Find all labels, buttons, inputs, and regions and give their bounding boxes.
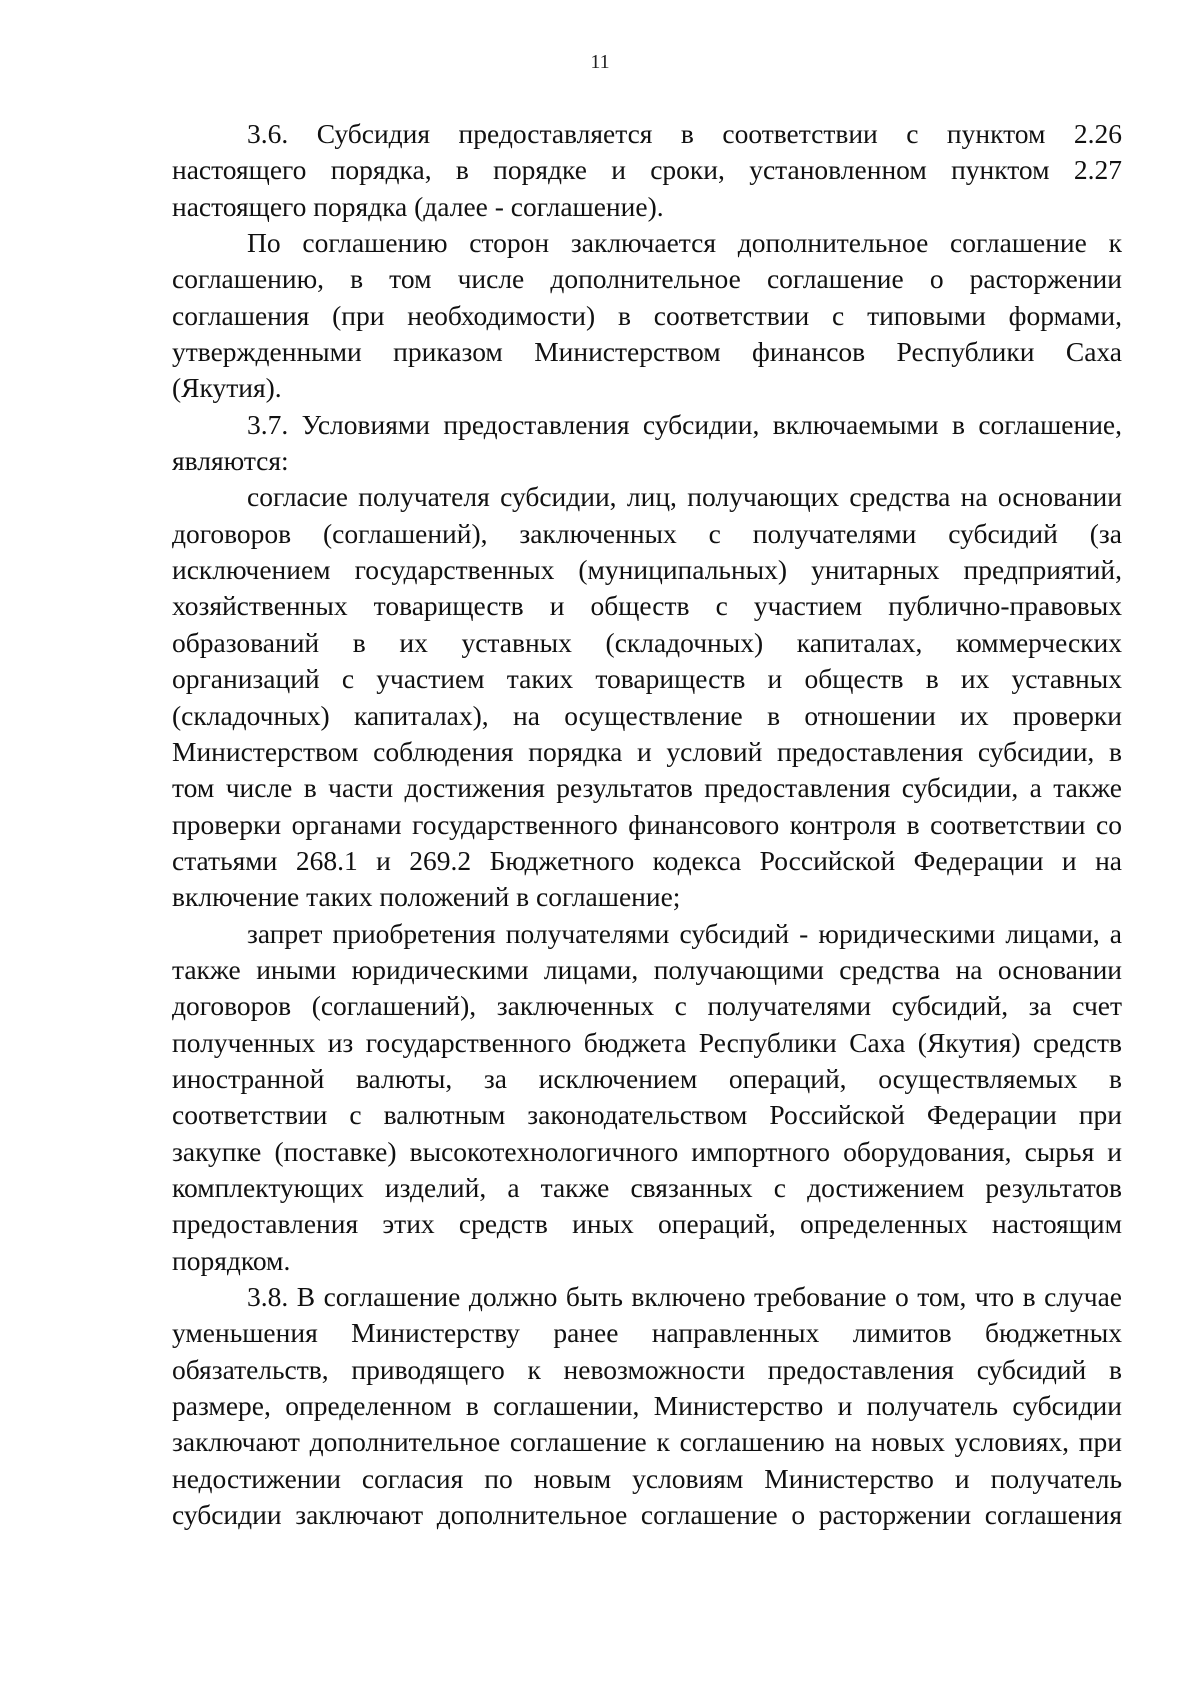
text-line: хозяйственных товариществ и обществ с участием публично-правовых	[172, 590, 1122, 622]
text-line: (Якутия).	[172, 372, 282, 404]
text-line: По соглашению сторон заключается дополнительное соглашение к	[247, 227, 1122, 259]
text-line: договоров (соглашений), заключенных с получателями субсидий, за счет	[172, 990, 1122, 1022]
text-line: организаций с участием таких товариществ и обществ в их уставных	[172, 663, 1122, 695]
page-number: 11	[590, 51, 610, 73]
text-line: полученных из государственного бюджета Республики Саха (Якутия) средств	[172, 1026, 1122, 1058]
text-line: статьями 268.1 и 269.2 Бюджетного кодекса Российской Федерации и на	[172, 844, 1122, 876]
paragraph-p-consent	[172, 479, 1122, 915]
text-line: утвержденными приказом Министерством финансов Республики Саха	[172, 336, 1122, 368]
text-line: включение таких положений в соглашение;	[172, 881, 681, 913]
text-line: образований в их уставных (складочных) капиталах, коммерческих	[172, 626, 1122, 658]
text-line: соглашения (при необходимости) в соответствии с типовыми формами,	[172, 299, 1122, 331]
text-line: 3.8. В соглашение должно быть включено требование о том, что в случае	[247, 1281, 1122, 1312]
text-line: договоров (соглашений), заключенных с получателями субсидий (за	[172, 517, 1122, 549]
document-body	[172, 116, 1122, 1533]
text-line: настоящего порядка (далее - соглашение).	[172, 190, 664, 222]
text-line: предоставления этих средств иных операций, определенных настоящим	[172, 1208, 1122, 1240]
text-line: недостижении согласия по новым условиям Министерство и получатель	[172, 1462, 1122, 1494]
text-line: субсидии заключают дополнительное соглашение о расторжении соглашения	[172, 1499, 1122, 1531]
text-line: обязательств, приводящего к невозможности предоставления субсидий в	[172, 1353, 1122, 1385]
text-line: порядком.	[172, 1244, 291, 1276]
paragraph-p-prohibition	[172, 916, 1122, 1279]
text-line: являются:	[172, 445, 289, 477]
paragraph-p-3-8	[172, 1279, 1122, 1533]
text-line: уменьшения Министерству ранее направленных лимитов бюджетных	[172, 1317, 1122, 1349]
paragraph-p-3-7	[172, 407, 1122, 480]
text-line: запрет приобретения получателями субсидий - юридическими лицами, а	[247, 917, 1122, 949]
paragraph-p-3-6	[172, 116, 1122, 225]
text-line: соответствии с валютным законодательством Российской Федерации при	[172, 1099, 1122, 1131]
text-line: 3.7. Условиями предоставления субсидии, включаемыми в соглашение,	[247, 408, 1122, 440]
text-line: проверки органами государственного финансового контроля в соответствии со	[172, 808, 1122, 840]
text-line: (складочных) капиталах), на осуществление в отношении их проверки	[172, 699, 1122, 731]
text-line: том числе в части достижения результатов предоставления субсидии, а также	[172, 772, 1122, 804]
text-line: закупке (поставке) высокотехнологичного импортного оборудования, сырья и	[172, 1135, 1122, 1167]
text-line: соглашению, в том числе дополнительное соглашение о расторжении	[172, 263, 1122, 295]
text-line: настоящего порядка, в порядке и сроки, установленном пунктом 2.27	[172, 154, 1122, 186]
text-line: иностранной валюты, за исключением операций, осуществляемых в	[172, 1062, 1122, 1094]
text-line: также иными юридическими лицами, получающими средства на основании	[172, 953, 1122, 985]
text-line: комплектующих изделий, а также связанных с достижением результатов	[172, 1171, 1122, 1203]
text-line: исключением государственных (муниципальных) унитарных предприятий,	[172, 554, 1122, 586]
text-line: заключают дополнительное соглашение к соглашению на новых условиях, при	[172, 1426, 1122, 1458]
text-line: размере, определенном в соглашении, Министерство и получатель субсидии	[172, 1390, 1122, 1422]
text-line: 3.6. Субсидия предоставляется в соответствии с пунктом 2.26	[247, 118, 1122, 149]
text-line: Министерством соблюдения порядка и условий предоставления субсидии, в	[172, 735, 1122, 767]
text-line: согласие получателя субсидии, лиц, получающих средства на основании	[247, 481, 1122, 513]
paragraph-p-agreement	[172, 225, 1122, 407]
